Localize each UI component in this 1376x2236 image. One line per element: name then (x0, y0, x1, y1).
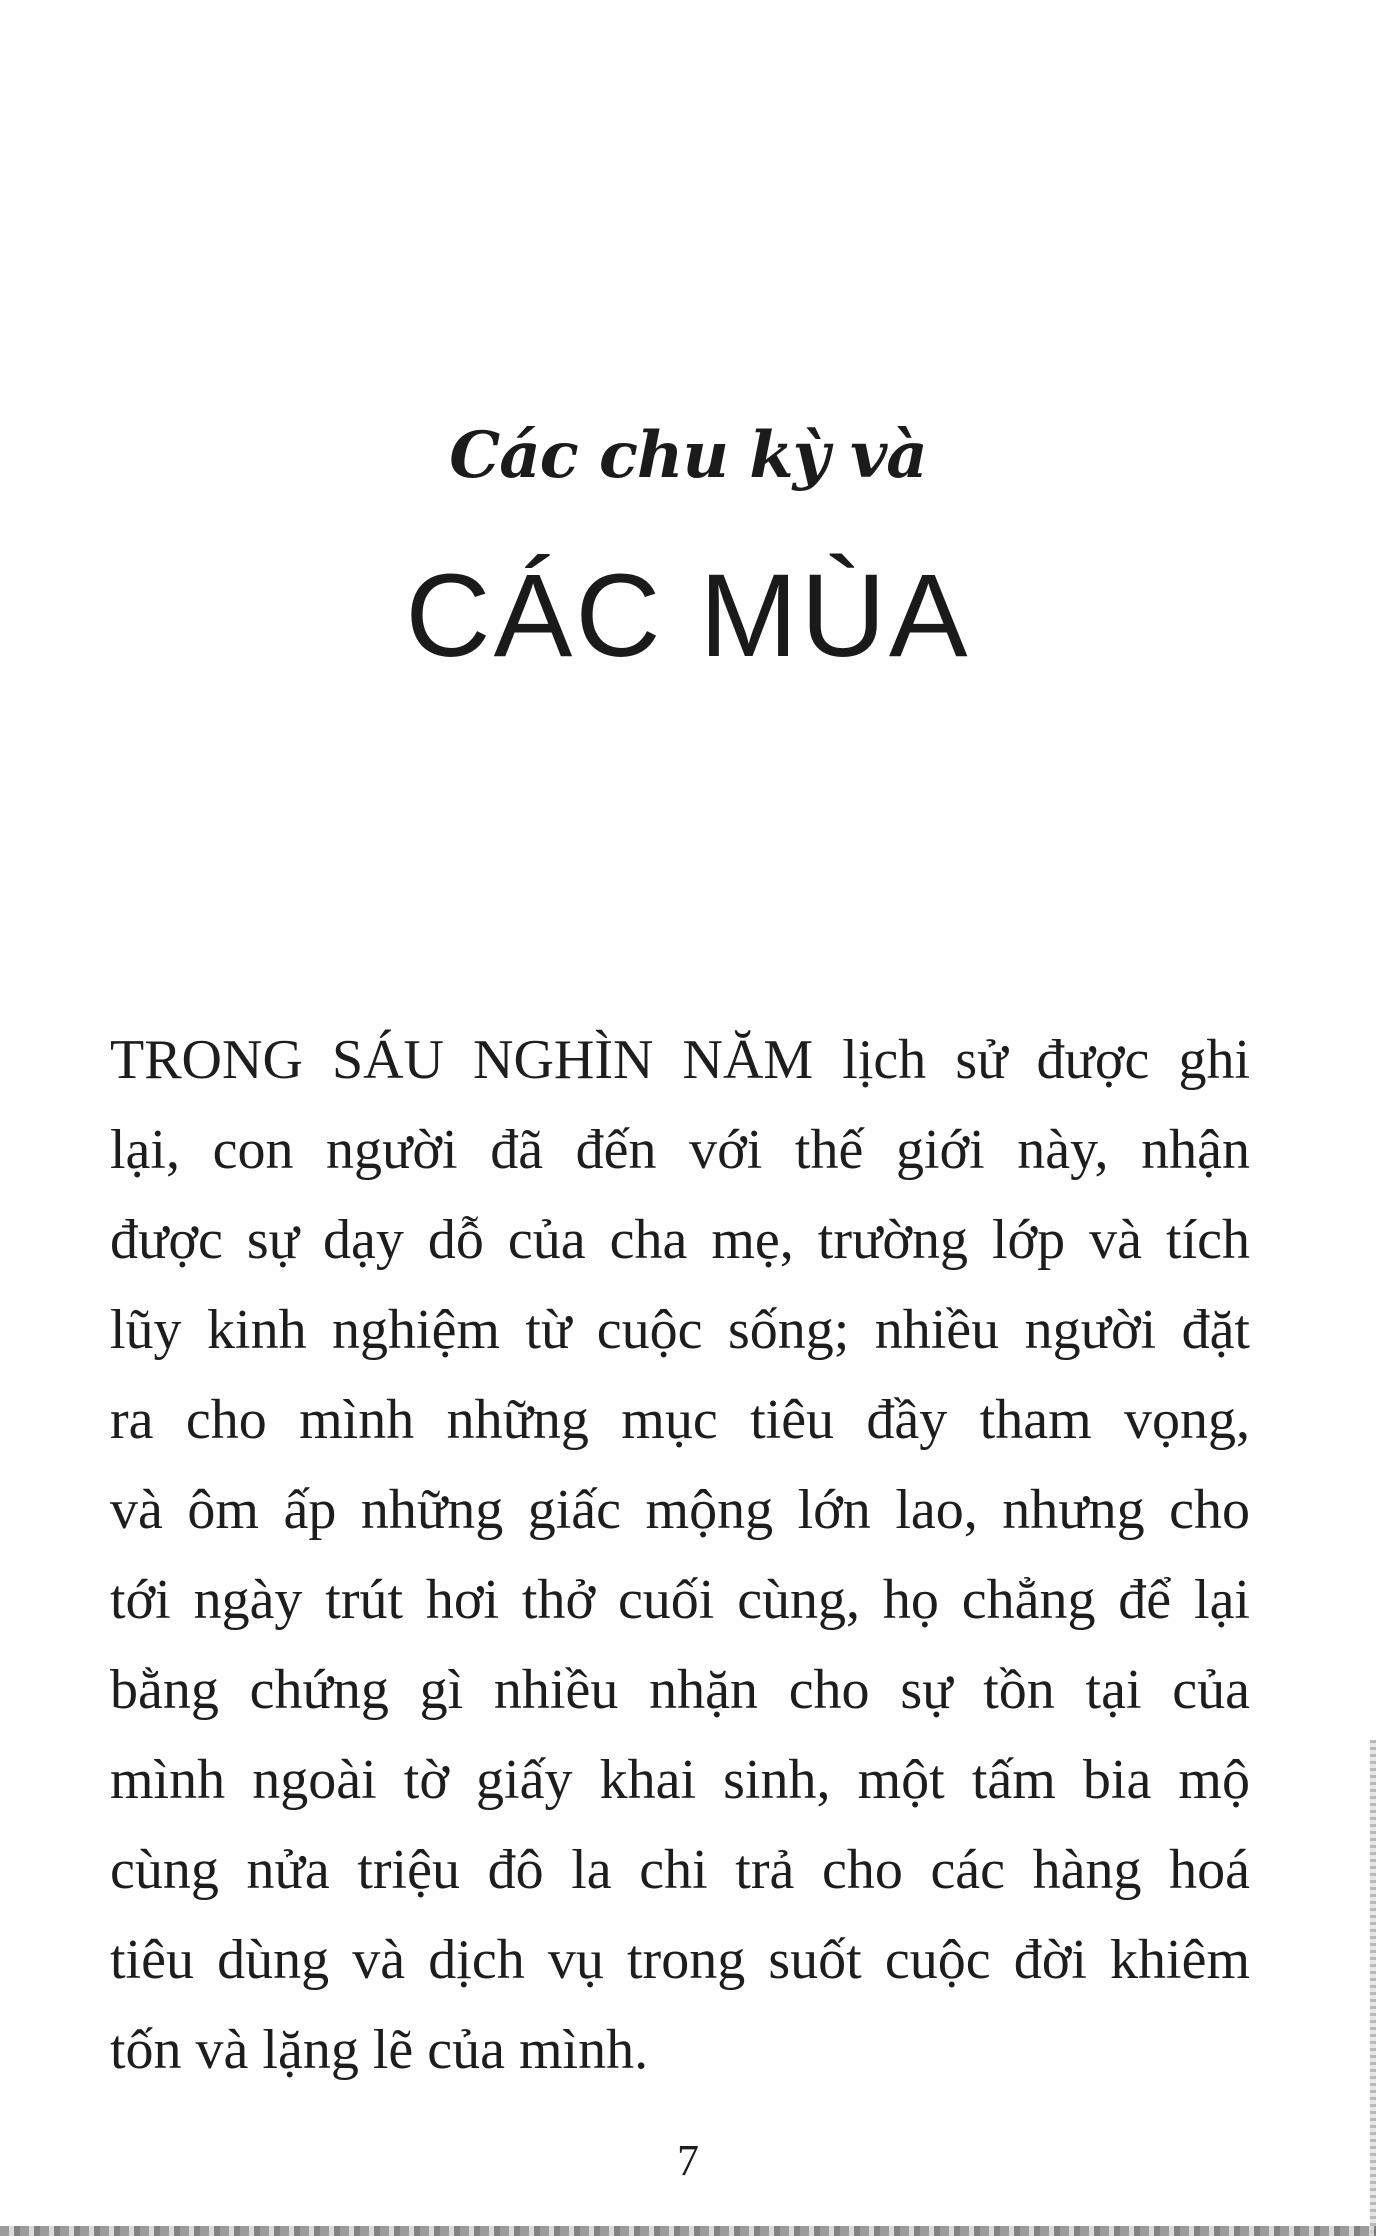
body-line: lũy kinh nghiệm từ cuộc sống; nhiều người đặt (110, 1299, 1250, 1361)
body-line: được sự dạy dỗ của cha mẹ, trường lớp và tích (110, 1209, 1250, 1271)
page-number: 7 (677, 2136, 699, 2185)
body-line: TRONG SÁU NGHÌN NĂM lịch sử được ghi (110, 1029, 1250, 1091)
scan-edge-bottom (0, 2226, 1376, 2236)
body-line: tới ngày trút hơi thở cuối cùng, họ chẳng để lại (110, 1569, 1250, 1631)
body-line: bằng chứng gì nhiều nhặn cho sự tồn tại của (110, 1659, 1250, 1721)
scan-edge-right (1370, 1740, 1376, 2236)
chapter-title: CÁC MÙA (405, 550, 971, 682)
body-line: ra cho mình những mục tiêu đầy tham vọng, (110, 1389, 1250, 1451)
body-line: mình ngoài tờ giấy khai sinh, một tấm bia mộ (110, 1749, 1250, 1811)
body-paragraph (110, 1015, 1250, 2095)
body-line: cùng nửa triệu đô la chi trả cho các hàng hoá (110, 1839, 1250, 1901)
chapter-subtitle: Các chu kỳ và (449, 418, 927, 493)
body-line: và ôm ấp những giấc mộng lớn lao, nhưng cho (110, 1479, 1250, 1541)
body-line: tốn và lặng lẽ của mình. (110, 2019, 649, 2081)
body-line: tiêu dùng và dịch vụ trong suốt cuộc đời khiêm (110, 1929, 1250, 1991)
body-line: lại, con người đã đến với thế giới này, nhận (110, 1119, 1250, 1181)
